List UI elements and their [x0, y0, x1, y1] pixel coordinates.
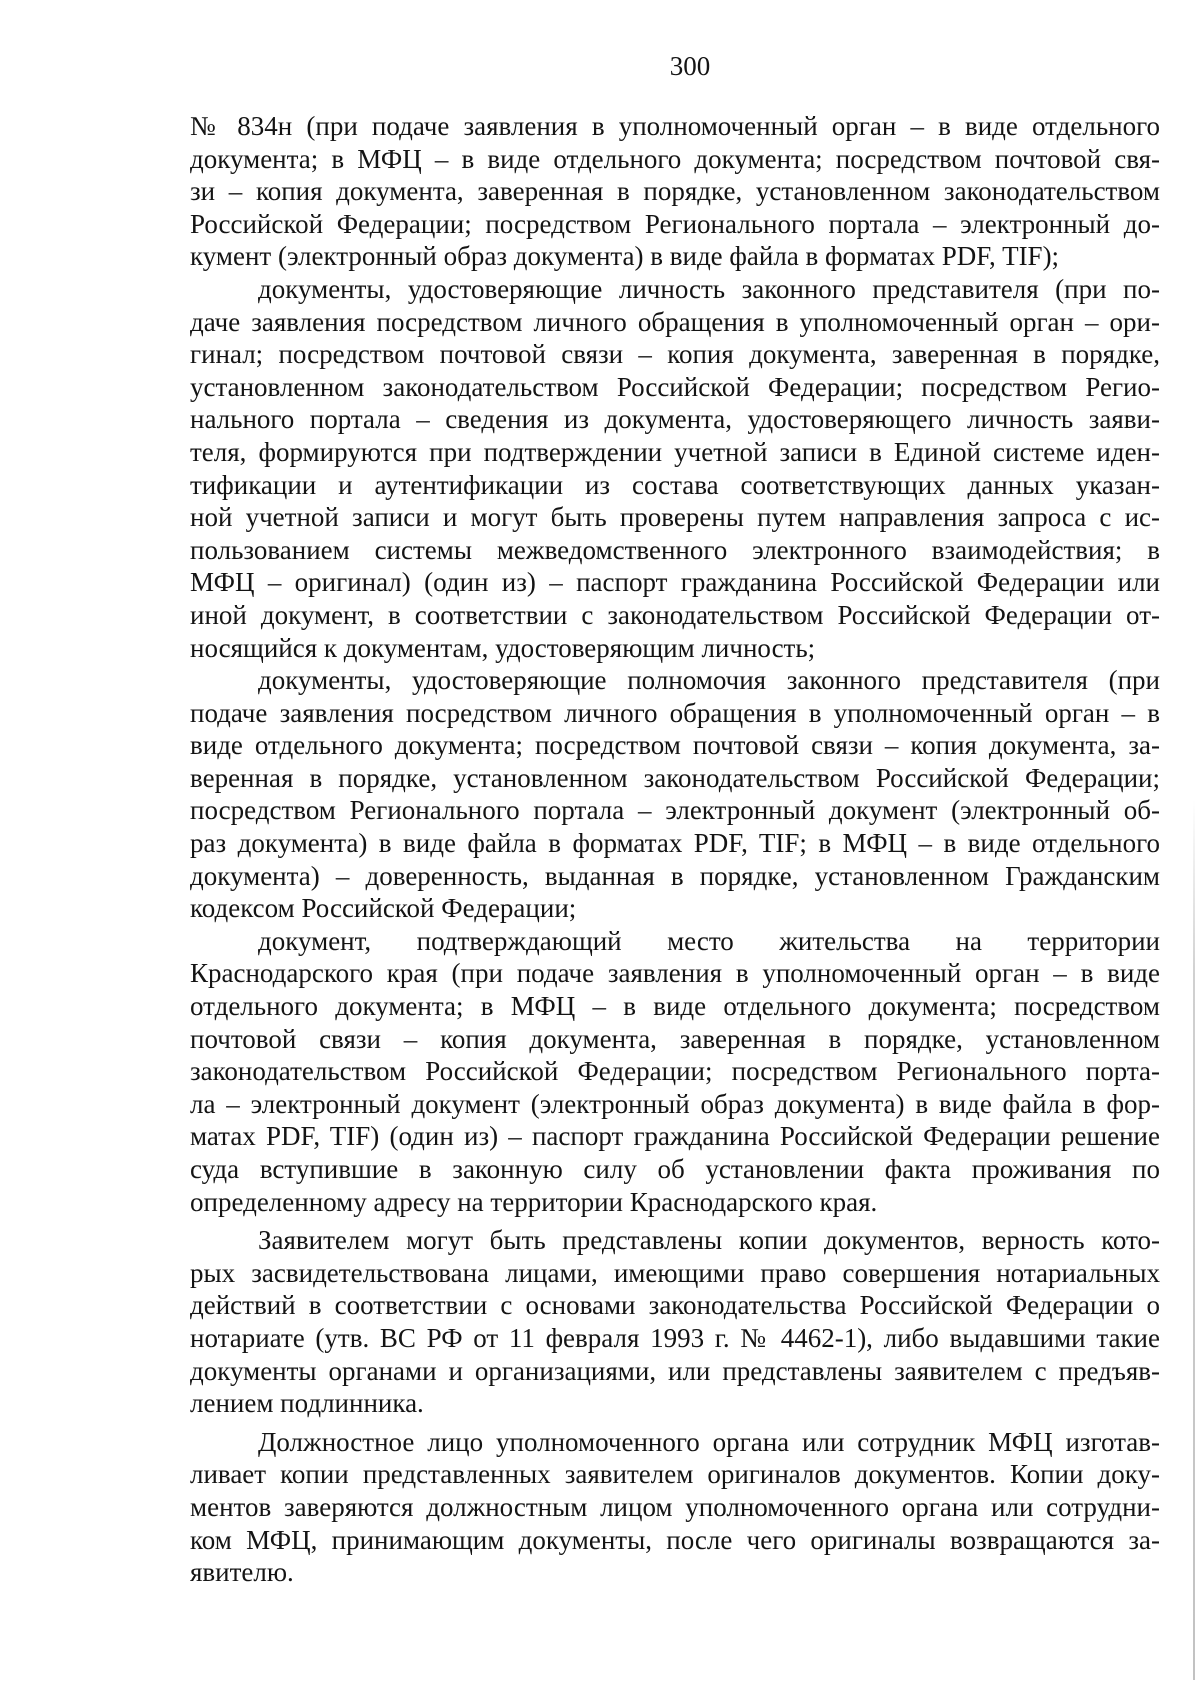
text-line: кодексом Российской Федерации; — [190, 893, 577, 924]
text-line: явителю. — [190, 1557, 294, 1588]
text-line: документы, удостоверяющие личность законного представителя (при по- — [258, 273, 1160, 304]
text-line: № 834н (при подаче заявления в уполномоченный орган – в виде отдельного — [190, 111, 1160, 141]
text-line: подаче заявления посредством личного обращения в уполномоченный орган – в — [190, 697, 1160, 728]
page-number: 300 — [669, 51, 711, 81]
text-line: документ, подтверждающий место жительства на территории — [258, 925, 1160, 956]
text-line: ментов заверяются должностным лицом уполномоченного органа или сотрудни- — [190, 1491, 1160, 1522]
text-line: зи – копия документа, заверенная в порядке, установленном законодательством — [190, 176, 1160, 207]
text-line: ком МФЦ, принимающим документы, после чего оригиналы возвращаются за- — [190, 1524, 1160, 1555]
text-line: веренная в порядке, установленном законодательством Российской Федерации; — [190, 762, 1160, 793]
text-line: иной документ, в соответствии с законодательством Российской Федерации от- — [190, 599, 1160, 630]
text-line: Краснодарского края (при подаче заявления в уполномоченный орган – в виде — [190, 958, 1160, 989]
text-line: установленном законодательством Российской Федерации; посредством Регио- — [190, 371, 1160, 402]
text-line: теля, формируются при подтверждении учетной записи в Единой системе иден- — [190, 436, 1160, 467]
text-line: рых засвидетельствована лицами, имеющими право совершения нотариальных — [190, 1257, 1160, 1288]
text-line: пользованием системы межведомственного электронного взаимодействия; в — [190, 534, 1160, 565]
text-line: кумент (электронный образ документа) в виде файла в форматах PDF, TIF); — [190, 241, 1060, 272]
text-line: документа; в МФЦ – в виде отдельного документа; посредством почтовой свя- — [190, 143, 1160, 174]
text-line: раз документа) в виде файла в форматах PDF, TIF; в МФЦ – в виде отдельного — [190, 828, 1160, 859]
text-line: ла – электронный документ (электронный образ документа) в виде файла в фор- — [190, 1088, 1160, 1119]
text-line: законодательством Российской Федерации; посредством Регионального порта- — [190, 1056, 1160, 1087]
text-line: даче заявления посредством личного обращения в уполномоченный орган – ори- — [190, 306, 1160, 337]
body-text — [190, 110, 1160, 1589]
text-line: документы органами и организациями, или представлены заявителем с предъяв- — [190, 1355, 1160, 1386]
text-line: посредством Регионального портала – электронный документ (электронный об- — [190, 795, 1160, 826]
text-line: ливает копии представленных заявителем оригиналов документов. Копии доку- — [190, 1459, 1160, 1490]
text-line: матах PDF, TIF) (один из) – паспорт гражданина Российской Федерации решение — [190, 1121, 1160, 1152]
text-line: гинал; посредством почтовой связи – копия документа, заверенная в порядке, — [190, 339, 1160, 370]
text-line: суда вступившие в законную силу об установлении факта проживания по — [190, 1154, 1160, 1184]
text-line: Должностное лицо уполномоченного органа или сотрудник МФЦ изготав- — [258, 1426, 1160, 1457]
text-line: действий в соответствии с основами законодательства Российской Федерации о — [190, 1290, 1160, 1321]
text-line: Заявителем могут быть представлены копии документов, верность кото- — [258, 1225, 1160, 1256]
text-line: определенному адресу на территории Краснодарского края. — [190, 1186, 878, 1217]
text-line: лением подлинника. — [190, 1388, 424, 1419]
text-line: ной учетной записи и могут быть проверены путем направления запроса с ис- — [190, 502, 1160, 533]
text-line: документы, удостоверяющие полномочия законного представителя (при — [258, 665, 1160, 696]
text-line: тификации и аутентификации из состава соответствующих данных указан- — [190, 469, 1160, 500]
text-line: почтовой связи – копия документа, заверенная в порядке, установленном — [190, 1023, 1160, 1054]
text-line: Российской Федерации; посредством Регионального портала – электронный до- — [190, 208, 1160, 239]
text-line: нального портала – сведения из документа, удостоверяющего личность заяви- — [190, 404, 1160, 435]
scan-edge-line — [1193, 800, 1195, 1680]
text-line: носящийся к документам, удостоверяющим личность; — [190, 632, 816, 663]
text-line: нотариате (утв. ВС РФ от 11 февраля 1993 г. № 4462-1), либо выдавшими такие — [190, 1322, 1160, 1353]
text-line: отдельного документа; в МФЦ – в виде отдельного документа; посредством — [190, 991, 1160, 1022]
text-line: документа) – доверенность, выданная в порядке, установленном Гражданским — [190, 860, 1160, 891]
text-line: МФЦ – оригинал) (один из) – паспорт гражданина Российской Федерации или — [190, 567, 1160, 598]
text-line: виде отдельного документа; посредством почтовой связи – копия документа, за- — [190, 730, 1160, 761]
